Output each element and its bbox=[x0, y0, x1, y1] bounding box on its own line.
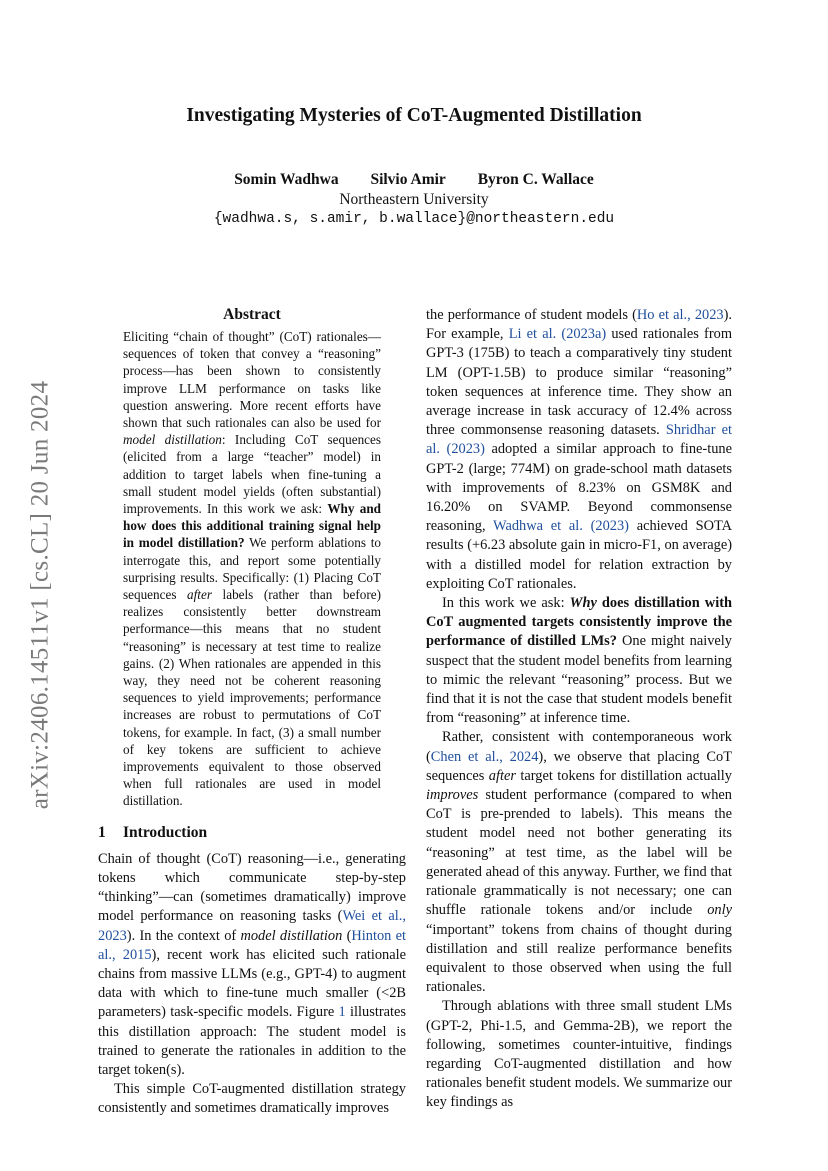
figure-reference-link[interactable]: 1 bbox=[338, 1004, 346, 1021]
author-name: Somin Wadhwa bbox=[234, 171, 339, 188]
citation-link[interactable]: Shridhar et al. (2023) bbox=[426, 422, 732, 458]
citation-link[interactable]: Hinton et al., 2015 bbox=[98, 927, 407, 963]
author-affiliation: Northeastern University bbox=[339, 191, 489, 208]
intro-paragraph-2: This simple CoT-augmented distillation strategy consistently and sometimes dramatically improves bbox=[98, 1081, 406, 1117]
intro-paragraph-6: Through ablations with three small student LMs (GPT-2, Phi-1.5, and Gemma-2B), we report the following, sometimes counter-intuitive, findings regarding CoT-augmented distillation and how rationales benefit student models. We summarize our key findings as bbox=[426, 998, 732, 1111]
intro-paragraph-1: Chain of thought (CoT) reasoning—i.e., generating tokens which communicate step-by-step “thinking”—can (sometimes dramatically) improve model performance on reasoning tasks (Wei et al., 2023). In the context of model distillation (Hinton et al., 2015), recent work has elicited such rationale chains from massive LLMs (e.g., GPT-4) to augment data with which to fine-tune much smaller (<2B parameters) task-specific models. Figure 1 illustrates this distillation approach: The student model is trained to generate the rationales in addition to the target token(s). bbox=[98, 850, 407, 1078]
arxiv-identifier-text: arXiv:2406.14511v1 [cs.CL] 20 Jun 2024 bbox=[26, 380, 53, 810]
author-list bbox=[0, 171, 828, 189]
citation-link[interactable]: Chen et al., 2024 bbox=[430, 748, 539, 765]
abstract-body: Eliciting “chain of thought” (CoT) rationales—sequences of token that convey a “reasoning” process—has been shown to consistently improve LLM performance on tasks like question answering. More recent efforts have shown that such rationales can also be used for model distillation: Including CoT sequences (elicited from a large “teacher” model) in addition to target labels when fine-tuning a small student model yields (often substantial) improvements. In this work we ask: Why and how does this additional training signal help in model distillation? We perform ablations to interrogate this, and report some potentially surprising results. Specifically: (1) Placing CoT sequences after labels (rather than before) realizes consistently better downstream performance—this means that no student “reasoning” is necessary at test time to realize gains. (2) When rationales are appended in this way, they need not be coherent reasoning sequences to yield improvements; performance increases are robust to permutations of CoT tokens, for example. In fact, (3) a small number of key tokens are sufficient to achieve improvements equivalent to those observed when full rationales are used in model distillation. bbox=[123, 329, 381, 809]
abstract-heading: Abstract bbox=[223, 306, 281, 323]
intro-paragraph-5: Rather, consistent with contemporaneous work (Chen et al., 2024), we observe that placing CoT sequences after target tokens for distillation actually improves student performance (compared to when CoT is pre-prended to labels). This means the student model need not bother generating its “reasoning” at test time, as the label will be generated ahead of this anyway. Further, we find that rationale grammatically is not necessary; one can shuffle rationale tokens and/or include only “important” tokens from chains of thought during distillation and still realize performance benefits equivalent to those observed when using the full rationales. bbox=[426, 729, 733, 996]
left-column bbox=[98, 306, 406, 1119]
intro-paragraph-4: In this work we ask: Why does distillation with CoT augmented targets consistently improve the performance of distilled LMs? One might naively suspect that the student model benefits from learning to mimic the relevant “reasoning” process. But we find that it is not the case that student models benefit from “reasoning” at inference time. bbox=[426, 595, 732, 727]
intro-paragraph-3: the performance of student models (Ho et al., 2023). For example, Li et al. (2023a) used rationales from GPT-3 (175B) to teach a comparatively tiny student LM (OPT-1.5B) to produce similar “reasoning” token sequences at inference time. They show an average increase in task accuracy of 12.4% across three commonsense reasoning datasets. Shridhar et al. (2023) adopted a similar approach to fine-tune GPT-2 (large; 774M) on grade-school math datasets with improvements of 8.23% on GSM8K and 16.20% on SVAMP. Beyond commonsense reasoning, Wadhwa et al. (2023) achieved SOTA results (+6.23 absolute gain in micro-F1, on average) with a distilled model for relation extraction by exploiting CoT rationales. bbox=[426, 307, 733, 592]
right-column bbox=[426, 306, 732, 1113]
citation-link[interactable]: Wei et al., 2023 bbox=[98, 908, 406, 944]
citation-link[interactable]: Li et al. (2023a) bbox=[508, 326, 607, 343]
section-heading-introduction: 1 Introduction bbox=[98, 823, 208, 841]
arxiv-identifier-stamp bbox=[10, 335, 70, 855]
citation-link[interactable]: Wadhwa et al. (2023) bbox=[493, 518, 629, 535]
author-name: Silvio Amir bbox=[370, 171, 446, 188]
citation-link[interactable]: Ho et al., 2023 bbox=[636, 307, 724, 323]
author-emails: {wadhwa.s, s.amir, b.wallace}@northeastern.edu bbox=[213, 211, 615, 227]
author-name: Byron C. Wallace bbox=[477, 171, 594, 188]
paper-title: Investigating Mysteries of CoT-Augmented Distillation bbox=[186, 105, 642, 126]
